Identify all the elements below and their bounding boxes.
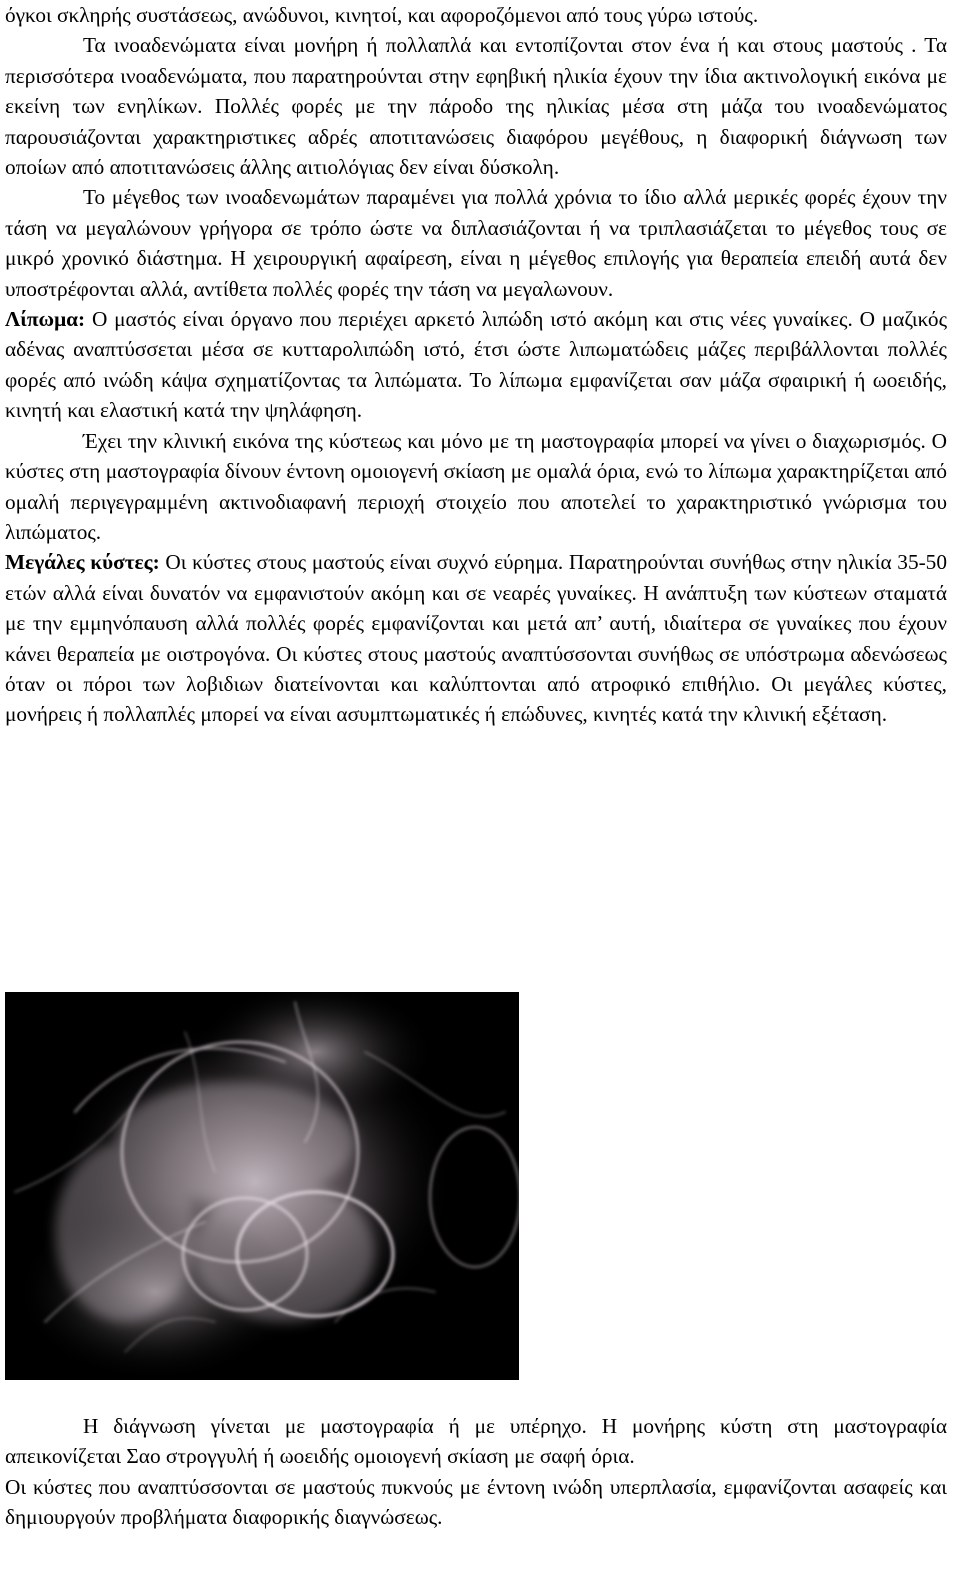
mammography-image [5,992,519,1380]
paragraph-lipoma-diagnosis: Έχει την κλινική εικόνα της κύστεως και μόνο με τη μαστογραφία μπορεί να γίνει ο διαχωρισμός. Ο κύστες στη μαστογραφία δίνουν έντονη ομοιογενή σκίαση με ομαλά όρια, ενώ το λίπωμα χαρακτηρίζεται από ομαλή περιγεγραμμένη ακτινοδιαφανή περιοχή στοιχείο που αποτελεί το χαρακτηριστικό γνώρισμα του λιπώματος. [5,428,947,544]
term-large-cysts: Μεγάλες κύστες: [5,550,160,575]
document-body [5,0,947,730]
paragraph-fibroadenoma-size: Το μέγεθος των ινοαδενωμάτων παραμένει για πολλά χρόνια το ίδιο αλλά μερικές φορές έχουν την τάση να μεγαλώνουν γρήγορα σε τρόπο ώστε να διπλασιάζονται ή να τριπλασιάζεται το μέγεθος τους σε μικρό χρονικό διάστημα. Η χειρουργική αφαίρεση, είναι η μέγεθος επιλογής για θεραπεία επειδή αυτά δεν υποστρέφονται αλλά, αντίθετα πολλές φορές την τάση να μεγαλωνουν. [5,185,947,301]
term-lipoma: Λίπωμα: [5,307,86,332]
document-body-continued [5,1411,947,1533]
paragraph-cyst-diagnosis: Η διάγνωση γίνεται με μαστογραφία ή με υπέρηχο. Η μονήρης κύστη στη μαστογραφία απεικονίζεται Σαο στρογγυλή ή ωοειδής ομοιογενή σκίαση με σαφή όρια. [5,1414,947,1469]
paragraph-continuation: όγκοι σκληρής συστάσεως, ανώδυνοι, κινητοί, και αφοροζόμενοι από τους γύρω ιστούς. [5,3,759,27]
paragraph-cysts [5,547,947,729]
paragraph-cysts-text: Οι κύστες στους μαστούς είναι συχνό εύρημα. Παρατηρούνται συνήθως στην ηλικία 35-50 ετών αλλά είναι δυνατόν να εμφανιστούν ακόμη και σε νεαρές γυναίκες. Η ανάπτυξη των κύστεων σταματά με την εμμηνόπαυση αλλά πολλές φορές εμφανίζονται και μετά απ’ αυτή, ιδιαίτερα σε γυναίκες που έχουν κάνει θεραπεία με οιστρογόνα. Οι κύστες στους μαστούς αναπτύσσονται συνήθως σε υπόστρωμα αδενώσεως όταν οι πόροι των λοβιδιων διατείνονται και καλύπτονται από ατροφικό επιθήλιο. Οι μεγάλες κύστες, μονήρεις ή πολλαπλές μπορεί να είναι ασυμπτωματικές ή επώδυνες, κινητές κατά την κλινική εξέταση. [5,550,947,727]
paragraph-dense-breast-cysts: Οι κύστες που αναπτύσσονται σε μαστούς πυκνούς με έντονη ινώδη υπερπλασία, εμφανίζονται ασαφείς και δημιουργούν προβλήματα διαφορικής διαγνώσεως. [5,1474,947,1530]
paragraph-lipoma-text: Ο μαστός είναι όργανο που περιέχει αρκετό λιπώδη ιστό ακόμη και στις νέες γυναίκες. Ο μαζικός αδένας αναπτύσσεται μέσα σε κυτταρολιπώδη ιστό, έτσι ώστε λιπωματώδεις μάζες περιβάλλονται πολλές φορές από ινώδη κάψα σχηματίζοντας τα λιπώματα. Το λίπωμα εμφανίζεται σαν μάζα σφαιρική ή ωοειδής, κινητή και ελαστική κατά την ψηλάφηση. [5,307,947,423]
paragraph-fibroadenoma: Τα ινοαδενώματα είναι μονήρη ή πολλαπλά και εντοπίζονται στον ένα ή και στους μαστούς . Τα περισσότερα ινοαδενώματα, που παρατηρούνται στην εφηβική ηλικία έχουν την ίδια ακτινολογική εικόνα με εκείνη των ενηλίκων. Πολλές φορές με την πάροδο της ηλικίας μέσα στη μάζα του ινοαδενώματος παρουσιάζονται χαρακτηριστικες αδρές αποτιτανώσεις διαφόρου μεγέθους, η διαφορική διάγνωση των οποίων από αποτιτανώσεις άλλης αιτιολόγιας δεν είναι δύσκολη. [5,33,947,180]
paragraph-lipoma [5,304,947,426]
mammography-illustration [5,992,519,1380]
